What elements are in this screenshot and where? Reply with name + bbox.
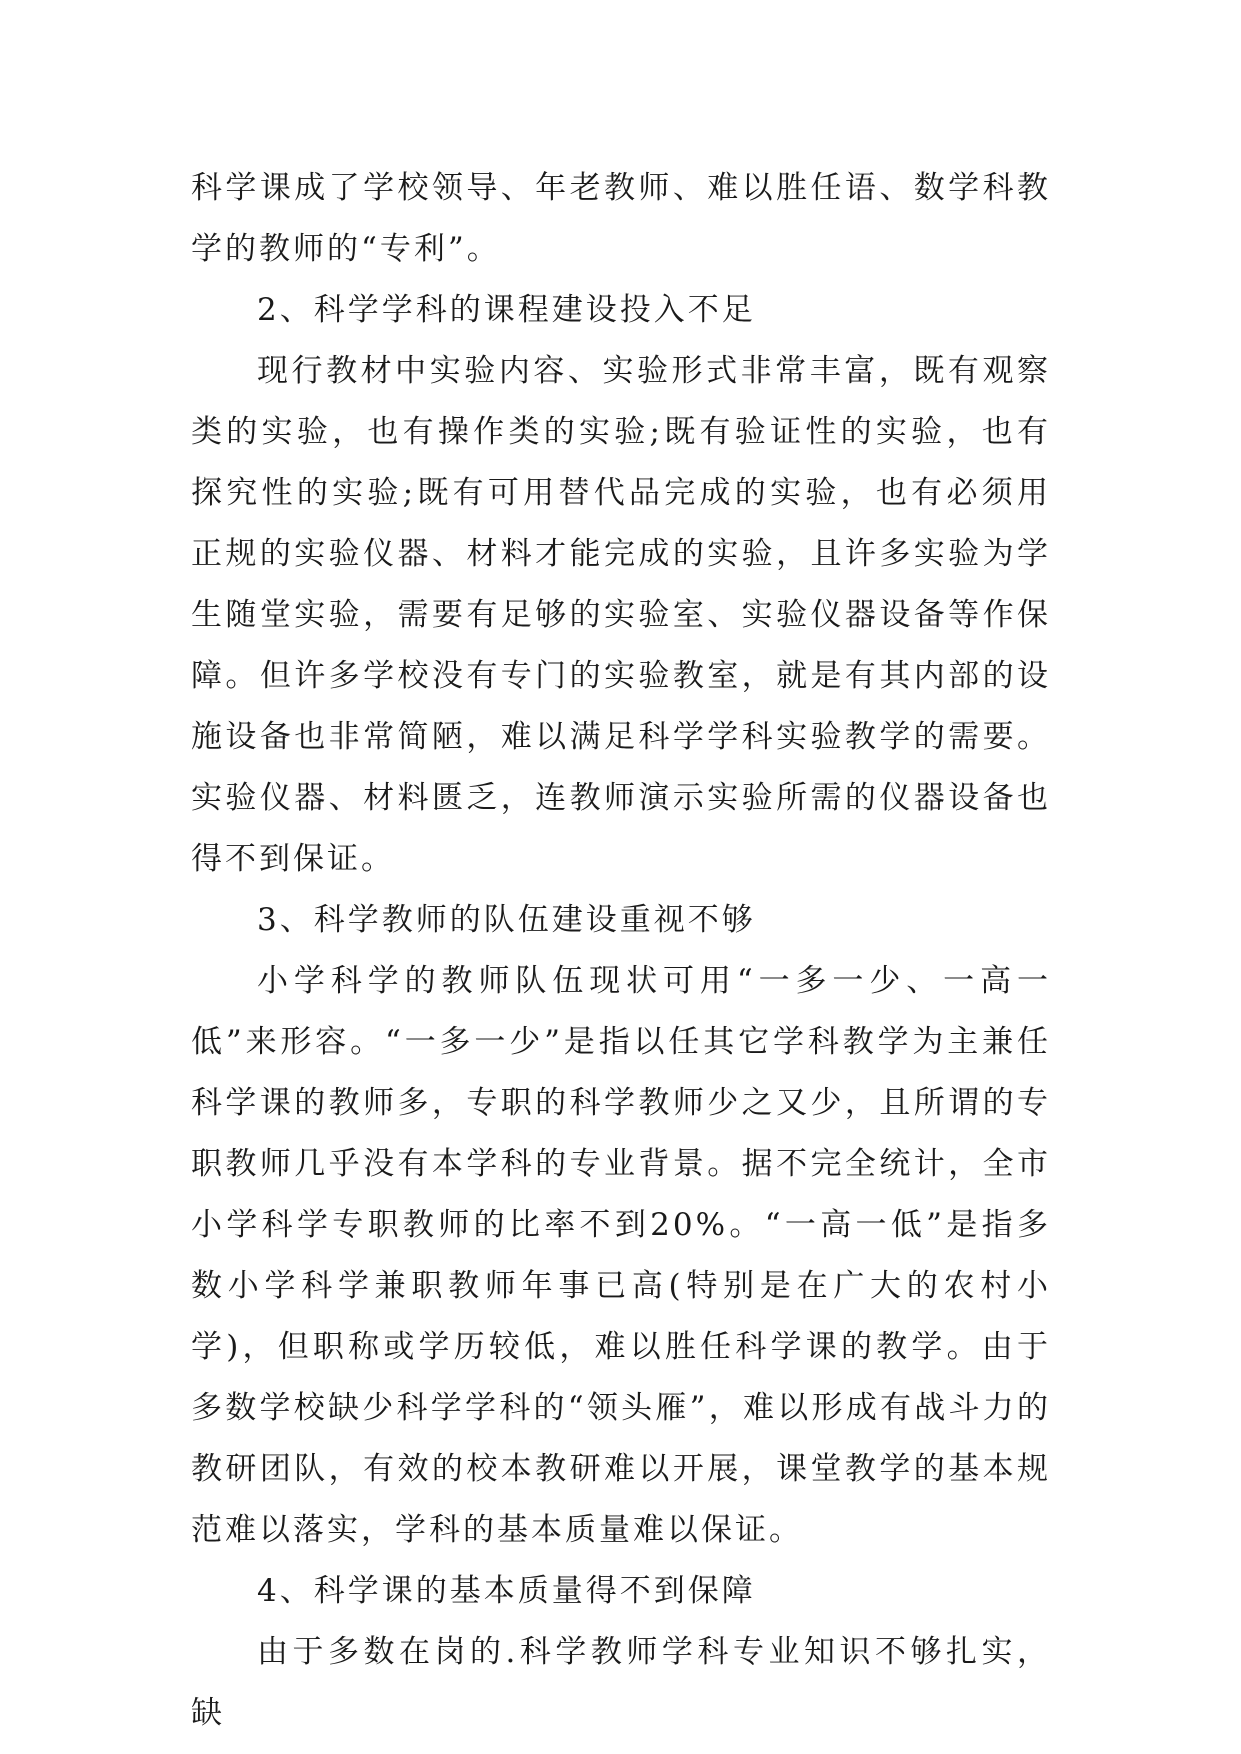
paragraph-teacher-team: 小学科学的教师队伍现状可用“一多一少、一高一低”来形容。“一多一少”是指以任其它学科教学为主兼任科学课的教师多，专职的科学教师少之又少，且所谓的专职教师几乎没有本学科的专业背景。据不完全统计，全市小学科学专职教师的比率不到20%。“一高一低”是指多数小学科学兼职教师年事已高(特别是在广大的农村小学)，但职称或学历较低，难以胜任科学课的教学。由于多数学校缺少科学学科的“领头雁”，难以形成有战斗力的教研团队，有效的校本教研难以开展，课堂教学的基本规范难以落实，学科的基本质量难以保证。 xyxy=(191,963,1051,1548)
paragraph-continuation: 科学课成了学校领导、年老教师、难以胜任语、数学科教学的教师的“专利”。 xyxy=(191,170,1051,267)
section-heading-4: 4、科学课的基本质量得不到保障 xyxy=(257,1573,756,1609)
paragraph-lab-resources: 现行教材中实验内容、实验形式非常丰富，既有观察类的实验，也有操作类的实验;既有验证性的实验，也有探究性的实验;既有可用替代品完成的实验，也有必须用正规的实验仪器、材料才能完成的实验，且许多实验为学生随堂实验，需要有足够的实验室、实验仪器设备等作保障。但许多学校没有专门的实验教室，就是有其内部的设施设备也非常简陋，难以满足科学学科实验教学的需要。实验仪器、材料匮乏，连教师演示实验所需的仪器设备也得不到保证。 xyxy=(191,353,1051,877)
document-body xyxy=(191,158,1051,1744)
paragraph-quality: 由于多数在岗的.科学教师学科专业知识不够扎实，缺 xyxy=(191,1634,1051,1731)
section-heading-2: 2、科学学科的课程建设投入不足 xyxy=(257,292,756,328)
section-heading-3: 3、科学教师的队伍建设重视不够 xyxy=(257,902,756,938)
